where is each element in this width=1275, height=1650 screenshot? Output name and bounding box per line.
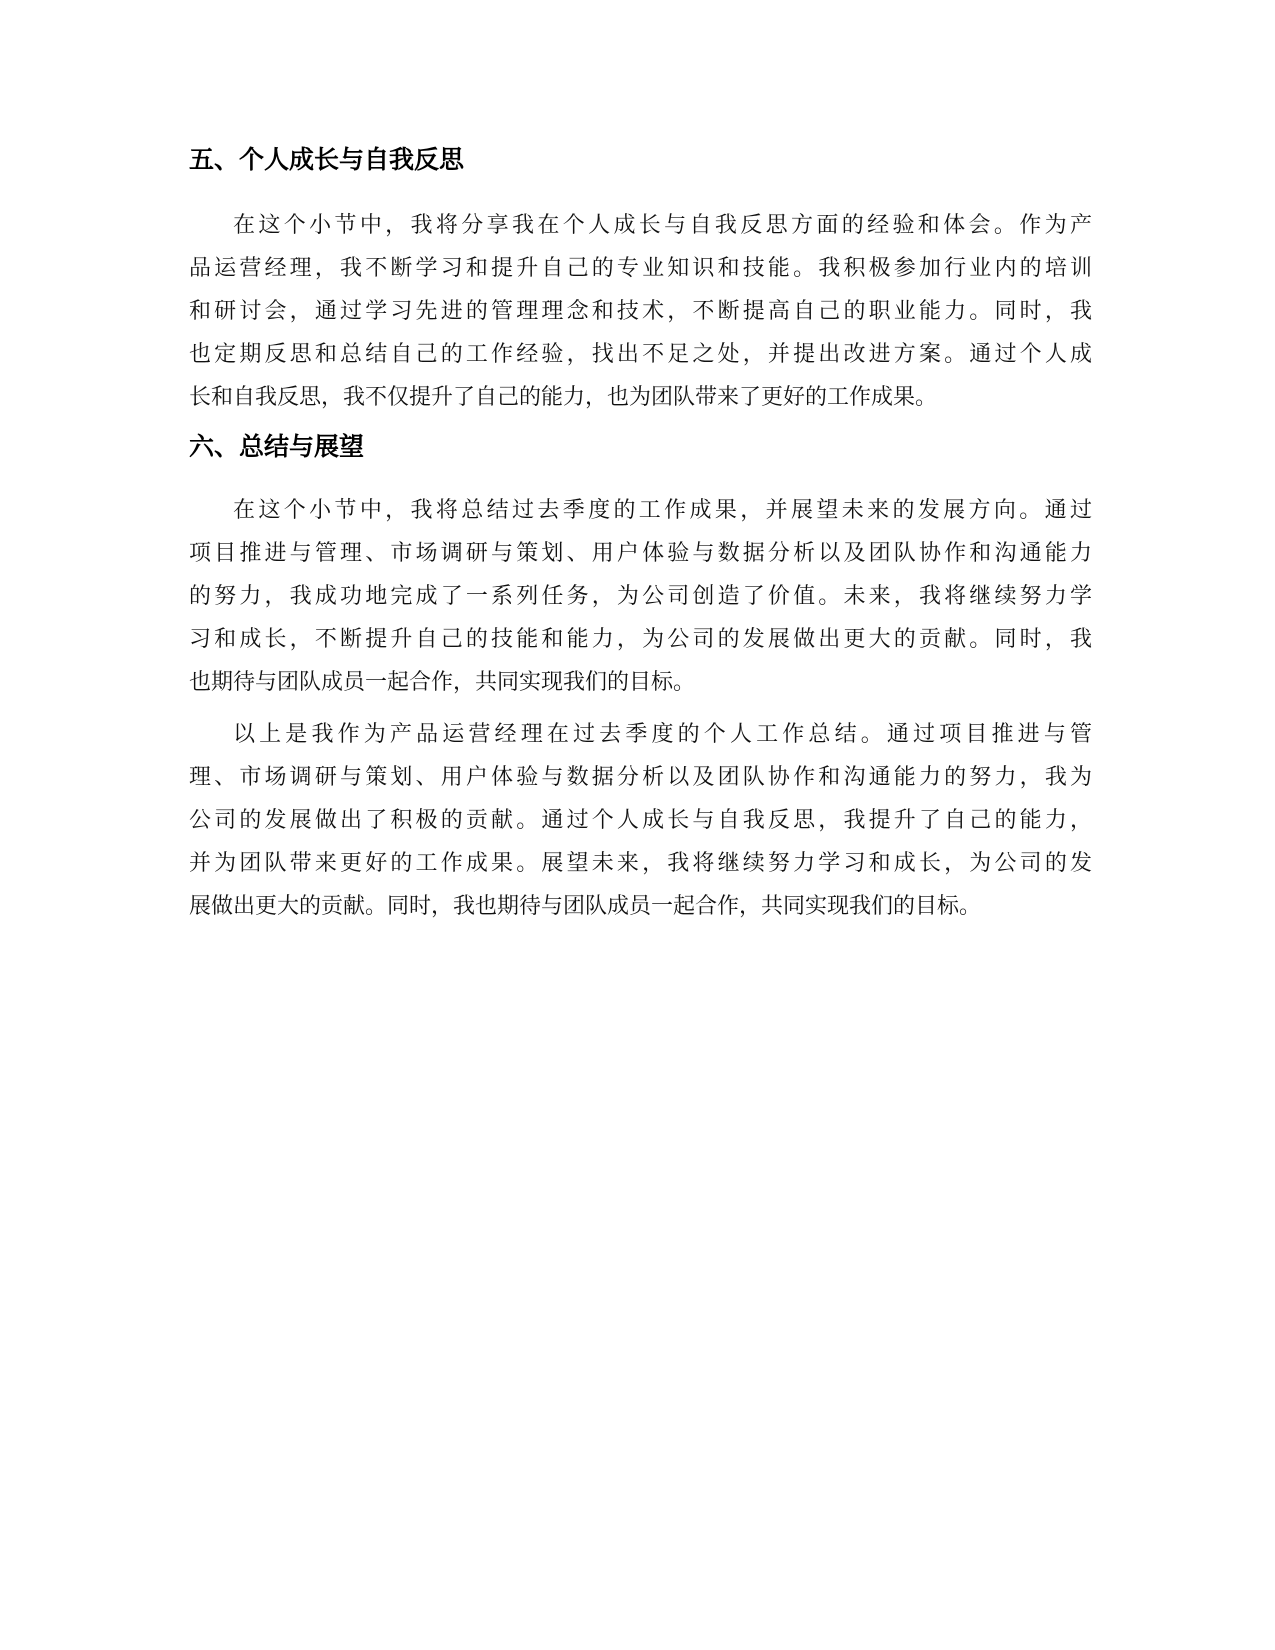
paragraph-line: 长和自我反思，我不仅提升了自己的能力，也为团队带来了更好的工作成果。	[189, 385, 938, 410]
paragraph-line: 公司的发展做出了积极的贡献。通过个人成长与自我反思，我提升了自己的能力，	[189, 808, 1092, 833]
paragraph-line: 理、市场调研与策划、用户体验与数据分析以及团队协作和沟通能力的努力，我为	[189, 765, 1092, 790]
section-paragraph-personal-growth	[189, 204, 1092, 419]
closing-paragraph	[189, 713, 1092, 928]
paragraph-line: 在这个小节中，我将分享我在个人成长与自我反思方面的经验和体会。作为产	[233, 213, 1092, 238]
paragraph-line: 展做出更大的贡献。同时，我也期待与团队成员一起合作，共同实现我们的目标。	[189, 894, 982, 919]
paragraph-line: 项目推进与管理、市场调研与策划、用户体验与数据分析以及团队协作和沟通能力	[189, 541, 1092, 566]
paragraph-line: 也期待与团队成员一起合作，共同实现我们的目标。	[189, 670, 696, 695]
paragraph-line: 也定期反思和总结自己的工作经验，找出不足之处，并提出改进方案。通过个人成	[189, 342, 1092, 367]
paragraph-line: 的努力，我成功地完成了一系列任务，为公司创造了价值。未来，我将继续努力学	[189, 584, 1092, 609]
section-paragraph-summary-outlook	[189, 489, 1092, 704]
paragraph-line: 以上是我作为产品运营经理在过去季度的个人工作总结。通过项目推进与管	[233, 722, 1092, 747]
section-heading-summary-outlook: 六、总结与展望	[189, 432, 365, 461]
paragraph-line: 品运营经理，我不断学习和提升自己的专业知识和技能。我积极参加行业内的培训	[189, 256, 1092, 281]
paragraph-line: 和研讨会，通过学习先进的管理理念和技术，不断提高自己的职业能力。同时，我	[189, 299, 1092, 324]
paragraph-line: 习和成长，不断提升自己的技能和能力，为公司的发展做出更大的贡献。同时，我	[189, 627, 1092, 652]
paragraph-line: 在这个小节中，我将总结过去季度的工作成果，并展望未来的发展方向。通过	[233, 498, 1092, 523]
section-heading-personal-growth: 五、个人成长与自我反思	[189, 145, 465, 174]
paragraph-line: 并为团队带来更好的工作成果。展望未来，我将继续努力学习和成长，为公司的发	[189, 851, 1092, 876]
